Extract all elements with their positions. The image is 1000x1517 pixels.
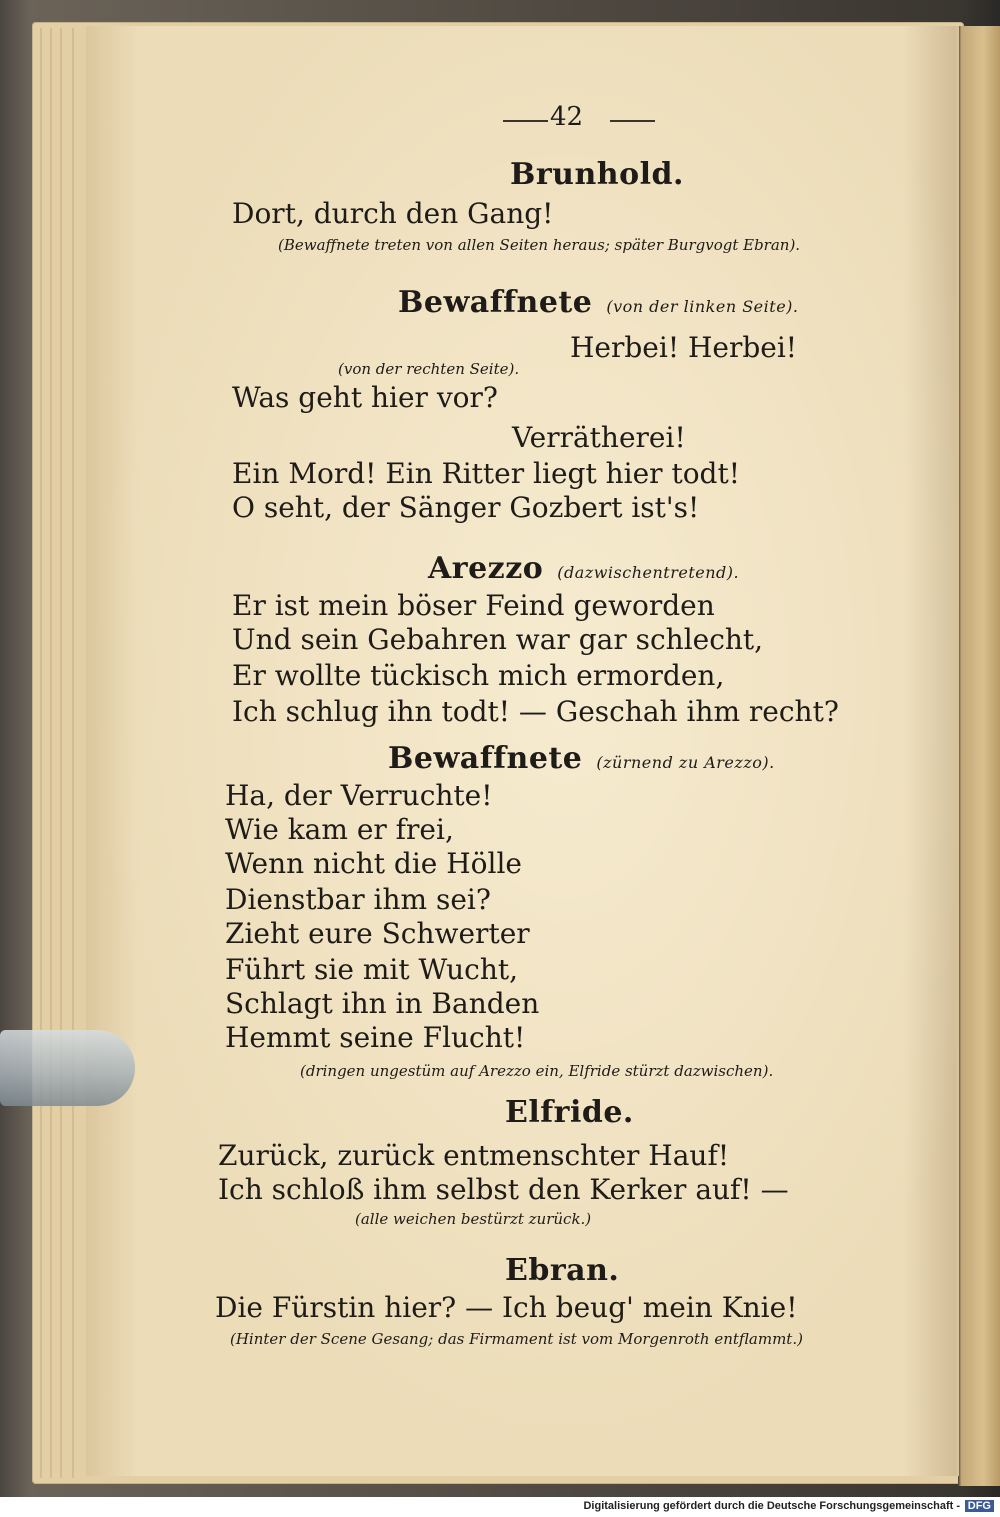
- speaker-name: Elfride.: [505, 1095, 634, 1130]
- verse-line: Hemmt seine Flucht!: [225, 1021, 526, 1054]
- stage-direction: (alle weichen bestürzt zurück.): [355, 1210, 592, 1228]
- scanner-thumb-clip: [0, 1030, 135, 1106]
- speaker-heading: [428, 551, 740, 586]
- speaker-heading: [398, 285, 799, 320]
- page-edge-line: [60, 28, 62, 1478]
- verse-line: Wenn nicht die Hölle: [225, 847, 522, 880]
- speaker-direction: (zürnend zu Arezzo).: [596, 753, 775, 772]
- footer-bar: [0, 1497, 1000, 1517]
- page-edge-line: [40, 28, 42, 1478]
- speaker-name: Bewaffnete: [388, 741, 583, 776]
- verse-line: Er ist mein böser Feind geworden: [232, 589, 715, 622]
- verse-line: Ich schloß ihm selbst den Kerker auf! —: [218, 1173, 789, 1206]
- page-number-dash-left: [503, 120, 548, 122]
- verse-line: O seht, der Sänger Gozbert ist's!: [232, 491, 700, 524]
- verse-line: Die Fürstin hier? — Ich beug' mein Knie!: [215, 1291, 798, 1324]
- verse-line: Herbei! Herbei!: [570, 331, 798, 364]
- verse-line: Er wollte tückisch mich ermorden,: [232, 659, 725, 692]
- speaker-direction: (dazwischentretend).: [557, 563, 740, 582]
- stage-direction: (Hinter der Scene Gesang; das Firmament ist vom Morgenroth entflammt.): [230, 1330, 803, 1348]
- page-number: 42: [550, 102, 584, 132]
- verse-line: Und sein Gebahren war gar schlecht,: [232, 623, 764, 656]
- verse-line: Schlagt ihn in Banden: [225, 987, 540, 1020]
- verse-line: Was geht hier vor?: [232, 381, 498, 414]
- verse-line: Ein Mord! Ein Ritter liegt hier todt!: [232, 457, 740, 490]
- page-edge-line: [50, 28, 52, 1478]
- speaker-name: Arezzo: [428, 551, 544, 586]
- verse-line: Ich schlug ihn todt! — Geschah ihm recht?: [232, 695, 839, 728]
- facing-page-edge: [958, 26, 1000, 1486]
- stage-direction: (dringen ungestüm auf Arezzo ein, Elfride stürzt dazwischen).: [300, 1062, 774, 1080]
- verse-line: Wie kam er frei,: [225, 813, 454, 846]
- speaker-name: Ebran.: [505, 1253, 620, 1288]
- stage-direction: (von der rechten Seite).: [338, 360, 520, 378]
- dfg-logo: DFG: [965, 1500, 994, 1512]
- verse-line: Dort, durch den Gang!: [232, 197, 554, 230]
- verse-line: Zurück, zurück entmenschter Hauf!: [218, 1139, 730, 1172]
- verse-line: Dienstbar ihm sei?: [225, 883, 491, 916]
- speaker-direction: (von der linken Seite).: [606, 297, 799, 316]
- verse-line: Ha, der Verruchte!: [225, 779, 493, 812]
- speaker-heading: [388, 741, 775, 776]
- verse-line: Zieht eure Schwerter: [225, 917, 530, 950]
- page-number-dash-right: [610, 120, 655, 122]
- verse-line: Verrätherei!: [512, 421, 686, 454]
- speaker-name: Bewaffnete: [398, 285, 593, 320]
- verse-line: Führt sie mit Wucht,: [225, 953, 519, 986]
- footer-credit: Digitalisierung gefördert durch die Deutsche Forschungsgemeinschaft -: [583, 1500, 960, 1512]
- speaker-name: Brunhold.: [510, 157, 684, 192]
- stage-direction: (Bewaffnete treten von allen Seiten heraus; später Burgvogt Ebran).: [278, 236, 801, 254]
- page-edge-line: [72, 28, 74, 1478]
